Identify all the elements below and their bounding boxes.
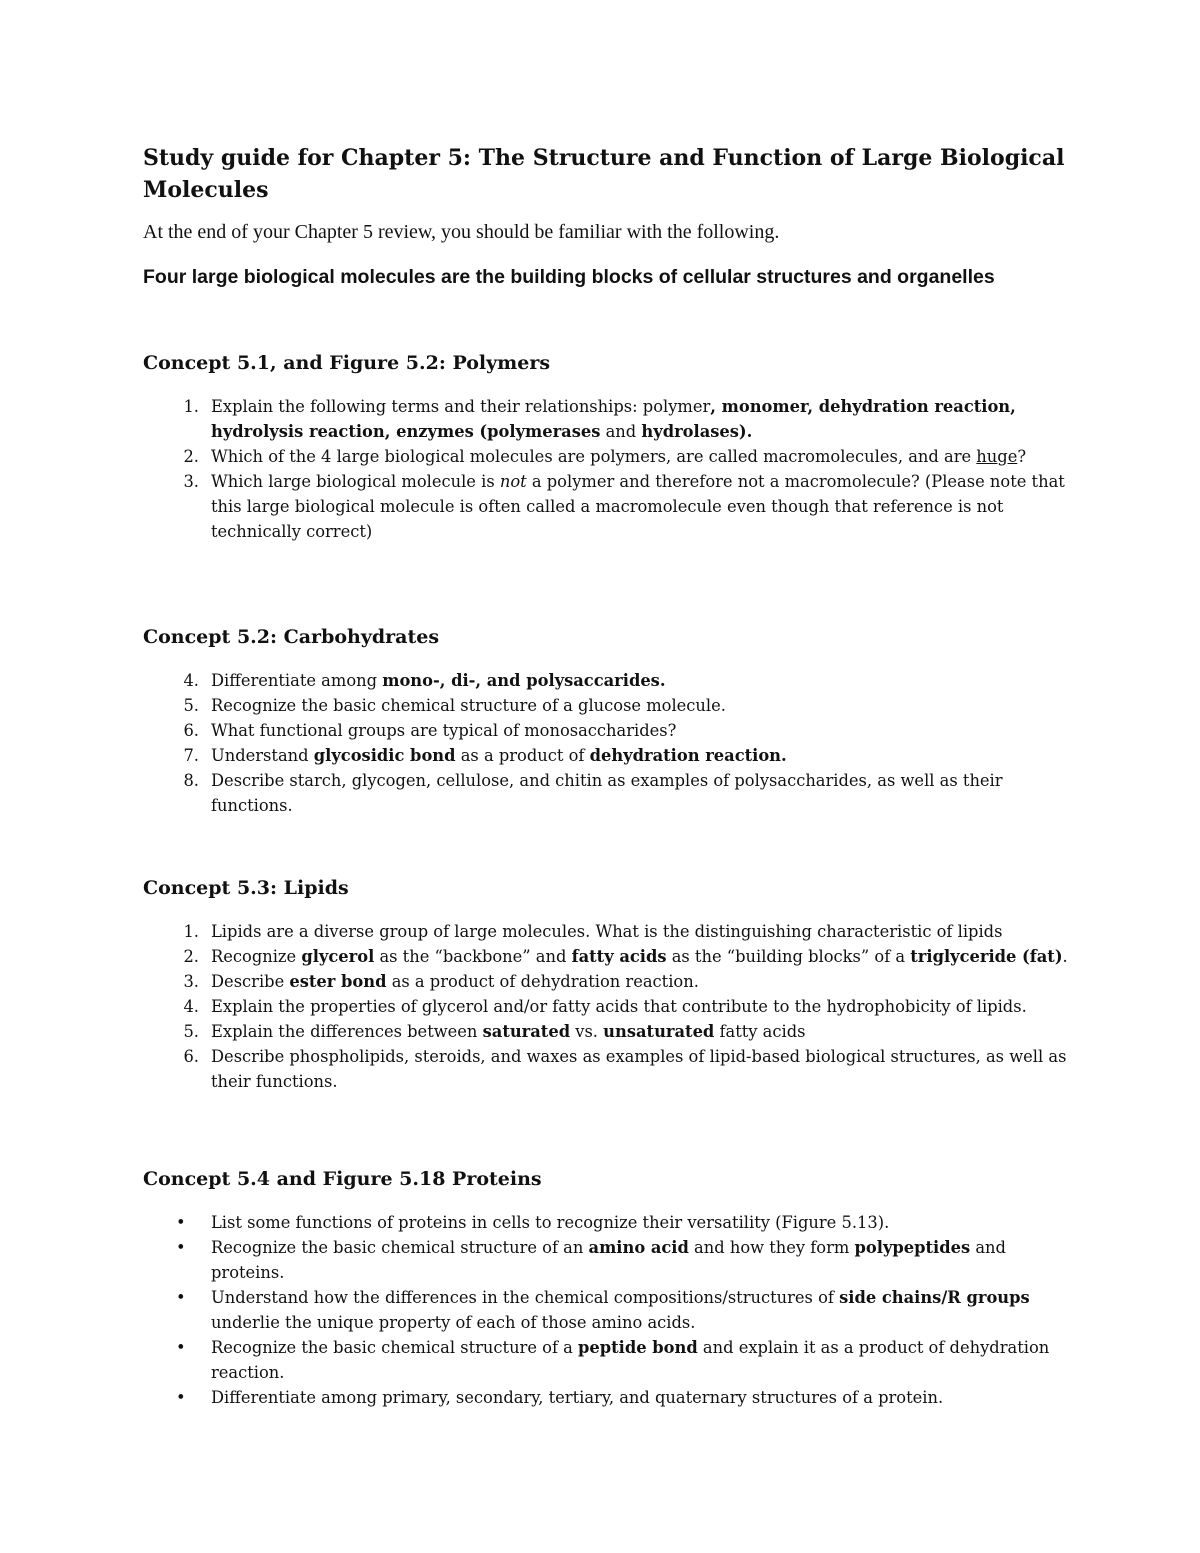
subtitle: Four large biological molecules are the building blocks of cellular structures and organelles: [143, 266, 995, 288]
list-item: 2. Recognize glycerol as the “backbone” and fatty acids as the “building blocks” of a triglyceride (fat).: [143, 944, 1073, 969]
list-item: • Understand how the differences in the chemical compositions/structures of side chains/R groups underlie the unique property of each of those amino acids.: [143, 1285, 1073, 1335]
list-item: 7. Understand glycosidic bond as a product of dehydration reaction.: [143, 743, 1073, 768]
list-item: 4. Differentiate among mono-, di-, and polysaccarides.: [143, 668, 1073, 693]
list-item: 6. Describe phospholipids, steroids, and waxes as examples of lipid-based biological structures, as well as their functions.: [143, 1044, 1073, 1094]
list-item: 3. Which large biological molecule is not a polymer and therefore not a macromolecule? (Please note that this large biological molecule is often called a macromolecule even though that reference is not technically correct): [143, 469, 1073, 544]
section-heading-proteins: Concept 5.4 and Figure 5.18 Proteins: [143, 1168, 542, 1190]
section-heading-carbohydrates: Concept 5.2: Carbohydrates: [143, 626, 440, 648]
list-item: 1. Lipids are a diverse group of large molecules. What is the distinguishing characteristic of lipids: [143, 919, 1073, 944]
list-item: • Differentiate among primary, secondary, tertiary, and quaternary structures of a protein.: [143, 1385, 1073, 1410]
proteins-list: [143, 1210, 1073, 1410]
intro-text: At the end of your Chapter 5 review, you should be familiar with the following.: [143, 221, 780, 243]
list-number: 1.: [183, 922, 199, 941]
polymers-list: [143, 394, 1073, 544]
list-number: 5.: [183, 696, 199, 715]
list-number: 3.: [183, 472, 199, 491]
page-title: Study guide for Chapter 5: The Structure and Function of Large Biological Molecules: [143, 145, 1065, 203]
list-number: 6.: [183, 1047, 199, 1066]
section-heading-lipids: Concept 5.3: Lipids: [143, 877, 349, 899]
list-number: 5.: [183, 1022, 199, 1041]
list-item: 3. Describe ester bond as a product of dehydration reaction.: [143, 969, 1073, 994]
list-number: 2.: [183, 447, 199, 466]
list-number: 7.: [183, 746, 199, 765]
bullet-icon: •: [176, 1338, 186, 1357]
list-number: 4.: [183, 997, 199, 1016]
list-item: 6. What functional groups are typical of monosaccharides?: [143, 718, 1073, 743]
list-item: 5. Explain the differences between saturated vs. unsaturated fatty acids: [143, 1019, 1073, 1044]
list-item: 1. Explain the following terms and their relationships: polymer, monomer, dehydration reaction, hydrolysis reaction, enzymes (polymerases and hydrolases).: [143, 394, 1073, 444]
list-number: 3.: [183, 972, 199, 991]
list-item: • Recognize the basic chemical structure of a peptide bond and explain it as a product of dehydration reaction.: [143, 1335, 1073, 1385]
list-item: • List some functions of proteins in cells to recognize their versatility (Figure 5.13).: [143, 1210, 1073, 1235]
list-item: 8. Describe starch, glycogen, cellulose, and chitin as examples of polysaccharides, as well as their functions.: [143, 768, 1073, 818]
list-number: 6.: [183, 721, 199, 740]
list-item: • Recognize the basic chemical structure of an amino acid and how they form polypeptides and proteins.: [143, 1235, 1073, 1285]
list-number: 2.: [183, 947, 199, 966]
lipids-list: [143, 919, 1073, 1094]
list-item: 2. Which of the 4 large biological molecules are polymers, are called macromolecules, and are huge?: [143, 444, 1073, 469]
carbohydrates-list: [143, 668, 1073, 818]
bullet-icon: •: [176, 1388, 186, 1407]
bullet-icon: •: [176, 1213, 186, 1232]
list-item: 5. Recognize the basic chemical structure of a glucose molecule.: [143, 693, 1073, 718]
list-item: 4. Explain the properties of glycerol and/or fatty acids that contribute to the hydrophobicity of lipids.: [143, 994, 1073, 1019]
list-number: 8.: [183, 771, 199, 790]
section-heading-polymers: Concept 5.1, and Figure 5.2: Polymers: [143, 352, 551, 374]
list-number: 4.: [183, 671, 199, 690]
bullet-icon: •: [176, 1288, 186, 1307]
bullet-icon: •: [176, 1238, 186, 1257]
list-number: 1.: [183, 397, 199, 416]
